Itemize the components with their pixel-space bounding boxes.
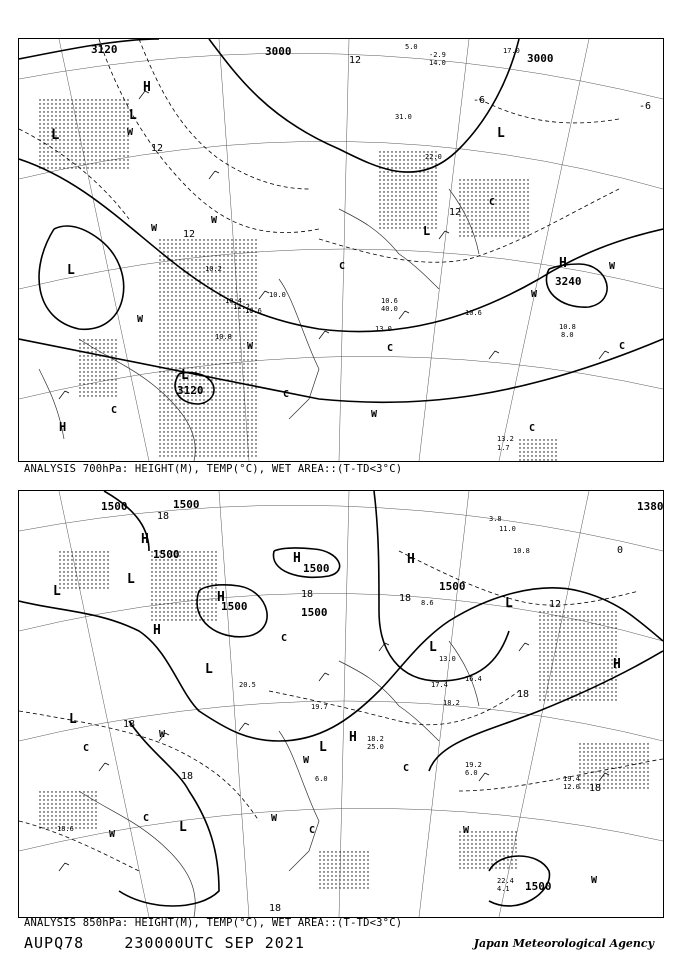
temp-center-label: W [463, 825, 470, 836]
contour-value: 18 [157, 511, 170, 522]
pressure-center-label: L [181, 368, 189, 383]
station-value: 10.2 [205, 265, 222, 273]
station-value: 19.4 [563, 775, 580, 783]
pressure-center-label: H [59, 420, 67, 434]
pressure-center-label: H [407, 552, 415, 567]
temp-center-label: C [387, 343, 394, 354]
temp-center-label: W [151, 223, 158, 234]
height-label: 1500 [303, 562, 330, 575]
pressure-center-label: L [69, 712, 77, 727]
panel-caption-850hpa: ANALYSIS 850hPa: HEIGHT(M), TEMP(°C), WET AREA::(T-TD<3°C) [24, 917, 403, 929]
station-value: 10.0 [269, 291, 286, 299]
contour-value: 18 [301, 589, 314, 600]
station-value: 22.4 [497, 877, 514, 885]
station-value: 13.0 [439, 655, 456, 663]
temp-center-label: C [619, 341, 626, 352]
temp-center-label: W [371, 409, 378, 420]
station-value: 6.0 [315, 775, 328, 783]
height-label: 1500 [439, 580, 466, 593]
station-value: 18.2 [443, 699, 460, 707]
height-label: 1380 [637, 500, 663, 513]
map-panel-700hpa [18, 38, 664, 462]
contour-value: 12 [549, 599, 562, 610]
station-value: 18.6 [57, 825, 74, 833]
station-value: 31.0 [395, 113, 412, 121]
pressure-center-label: H [613, 657, 621, 672]
station-value: 13.2 [497, 435, 514, 443]
coastline [79, 641, 479, 917]
station-value: 10.6 [245, 307, 262, 315]
station-value: 13.0 [375, 325, 392, 333]
station-value: 25.0 [367, 743, 384, 751]
station-value: 17.0 [503, 47, 520, 55]
contour-value: -6 [639, 101, 652, 112]
temp-center-label: C [403, 763, 410, 774]
temp-center-label: W [137, 314, 144, 325]
height-label: 1500 [153, 548, 180, 561]
station-value: 19.2 [465, 761, 482, 769]
station-value: 12.0 [563, 783, 580, 791]
station-value: 1.7 [497, 444, 510, 452]
contour-value: 18 [181, 771, 194, 782]
pressure-center-label: L [423, 224, 431, 238]
pressure-center-label: L [127, 572, 135, 587]
panel-caption-700hpa: ANALYSIS 700hPa: HEIGHT(M), TEMP(°C), WET AREA::(T-TD<3°C) [24, 463, 403, 475]
height-label: 1500 [221, 600, 248, 613]
contour-value: 18 [517, 689, 530, 700]
station-value: 14.0 [429, 59, 446, 67]
temp-center-label: W [531, 289, 538, 300]
map-panel-850hpa [18, 490, 664, 918]
temp-center-label: W [591, 875, 598, 886]
contour-value: -6 [473, 95, 486, 106]
height-label: 1500 [525, 880, 552, 893]
station-value: 20.5 [239, 681, 256, 689]
station-value: -2.9 [429, 51, 446, 59]
contour-value: 12 [449, 207, 462, 218]
pressure-center-label: L [497, 126, 505, 141]
temp-center-label: C [489, 197, 496, 208]
pressure-center-label: L [505, 596, 513, 611]
station-value: 5.0 [405, 43, 418, 51]
pressure-center-label: H [143, 80, 151, 95]
height-label: 1500 [173, 498, 200, 511]
temp-center-label: W [211, 215, 218, 226]
chart-identifier [24, 934, 305, 952]
pressure-center-label: H [349, 730, 357, 745]
height-label: 1500 [301, 606, 328, 619]
station-value: 10.4 [225, 297, 242, 305]
pressure-center-label: L [53, 584, 61, 599]
height-label: 1500 [101, 500, 128, 513]
pressure-center-label: H [217, 590, 225, 605]
pressure-center-label: L [129, 108, 137, 123]
contour-value: 0 [617, 545, 624, 556]
station-value: 16.4 [465, 675, 482, 683]
station-value: 11.0 [499, 525, 516, 533]
station-value: 17.4 [431, 681, 448, 689]
map-700hpa [19, 39, 663, 461]
station-value: 8.0 [561, 331, 574, 339]
contour-value: 12 [151, 143, 164, 154]
station-value: 10.6 [381, 297, 398, 305]
wind-barbs [59, 643, 609, 871]
station-value: 10.8 [215, 333, 232, 341]
pressure-center-label: H [293, 551, 301, 566]
pressure-center-label: L [67, 263, 75, 278]
height-label: 3240 [555, 275, 582, 288]
station-value: 10.6 [465, 309, 482, 317]
station-value: 18.2 [367, 735, 384, 743]
contour-value: 18 [399, 593, 412, 604]
station-value: 6.0 [465, 769, 478, 777]
contour-value: 18 [123, 719, 136, 730]
contour-value: 12 [183, 229, 196, 240]
pressure-center-label: H [559, 256, 567, 271]
station-value: 8.6 [421, 599, 434, 607]
station-value: 22.0 [425, 153, 442, 161]
pressure-center-label: H [153, 623, 161, 638]
contour-value: 12 [349, 55, 362, 66]
height-label: 3000 [527, 52, 554, 65]
pressure-center-label: L [319, 740, 327, 755]
height-label: 3120 [91, 43, 118, 56]
temp-center-label: C [111, 405, 118, 416]
chart-code: AUPQ78 [24, 934, 85, 952]
station-value: 3.8 [489, 515, 502, 523]
temp-center-label: C [283, 389, 290, 400]
contour-value: 18 [589, 783, 602, 794]
pressure-center-label: L [179, 820, 187, 835]
pressure-center-label: L [429, 640, 437, 655]
station-value: 40.0 [381, 305, 398, 313]
pressure-center-label: H [141, 532, 149, 547]
temp-center-label: C [309, 825, 316, 836]
pressure-center-label: L [51, 127, 60, 143]
valid-time: 230000UTC SEP 2021 [124, 934, 305, 952]
temp-center-label: W [271, 813, 278, 824]
station-value: 10.8 [559, 323, 576, 331]
temp-center-label: W [609, 261, 616, 272]
temp-center-label: C [83, 743, 90, 754]
temp-center-label: W [127, 127, 134, 138]
temp-center-label: W [109, 829, 116, 840]
temp-center-label: W [303, 755, 310, 766]
temp-center-label: C [281, 633, 288, 644]
height-label: 3120 [177, 384, 204, 397]
height-label: 3000 [265, 45, 292, 58]
station-value: 4.1 [497, 885, 510, 893]
map-850hpa [19, 491, 663, 917]
station-value: 12.2 [233, 303, 250, 311]
temp-center-label: C [339, 261, 346, 272]
temp-center-label: W [247, 341, 254, 352]
temp-center-label: C [529, 423, 536, 434]
temp-center-label: W [159, 729, 166, 740]
agency-name: Japan Meteorological Agency [473, 937, 654, 950]
station-value: 19.7 [311, 703, 328, 711]
contour-value: 18 [269, 903, 282, 914]
station-value: 10.8 [513, 547, 530, 555]
pressure-center-label: L [205, 662, 213, 677]
temp-center-label: C [143, 813, 150, 824]
